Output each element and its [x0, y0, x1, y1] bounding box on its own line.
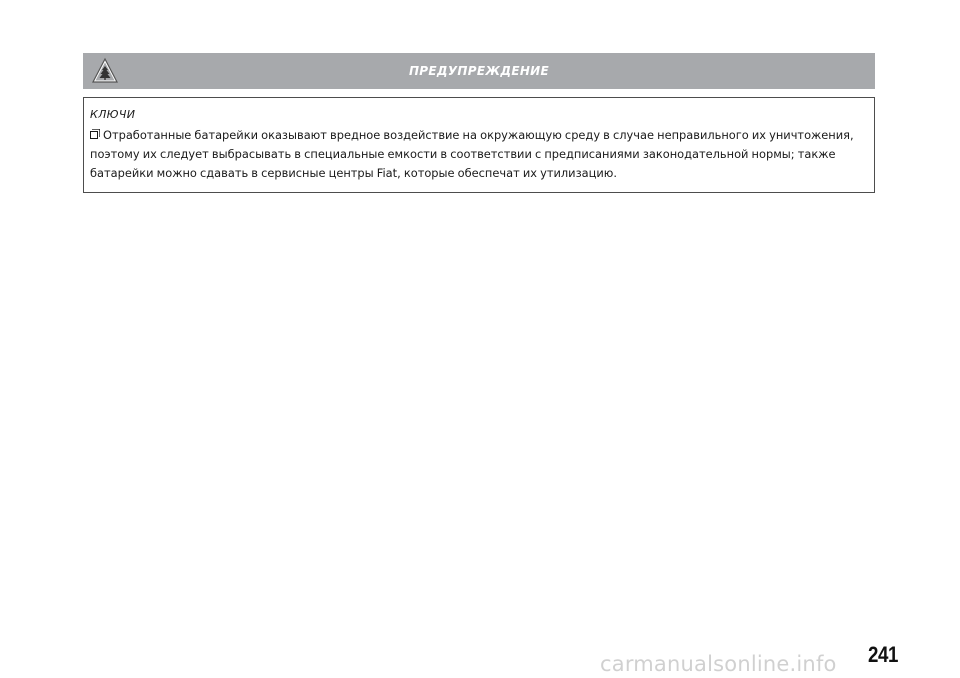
warning-title: ПРЕДУПРЕЖДЕНИЕ — [408, 64, 550, 78]
body-line-3: батарейки можно сдавать в сервисные центры Fiat, которые обеспечат их утилизацию. — [90, 166, 617, 180]
warning-content-box — [83, 97, 875, 193]
warning-body-text — [90, 126, 868, 183]
watermark: carmanualsonline.info — [600, 652, 837, 676]
section-heading: КЛЮЧИ — [90, 108, 136, 121]
page-number: 241 — [868, 642, 898, 667]
body-line-1: Отработанные батарейки оказывают вредное воздействие на окружающую среду в случае неправильного их уничтожения, — [103, 128, 854, 142]
checkbox-bullet-icon — [90, 131, 98, 139]
body-line-2: поэтому их следует выбрасывать в специальные емкости в соответствии с предписаниями законодательной нормы; также — [90, 147, 836, 161]
warning-header — [83, 53, 875, 89]
